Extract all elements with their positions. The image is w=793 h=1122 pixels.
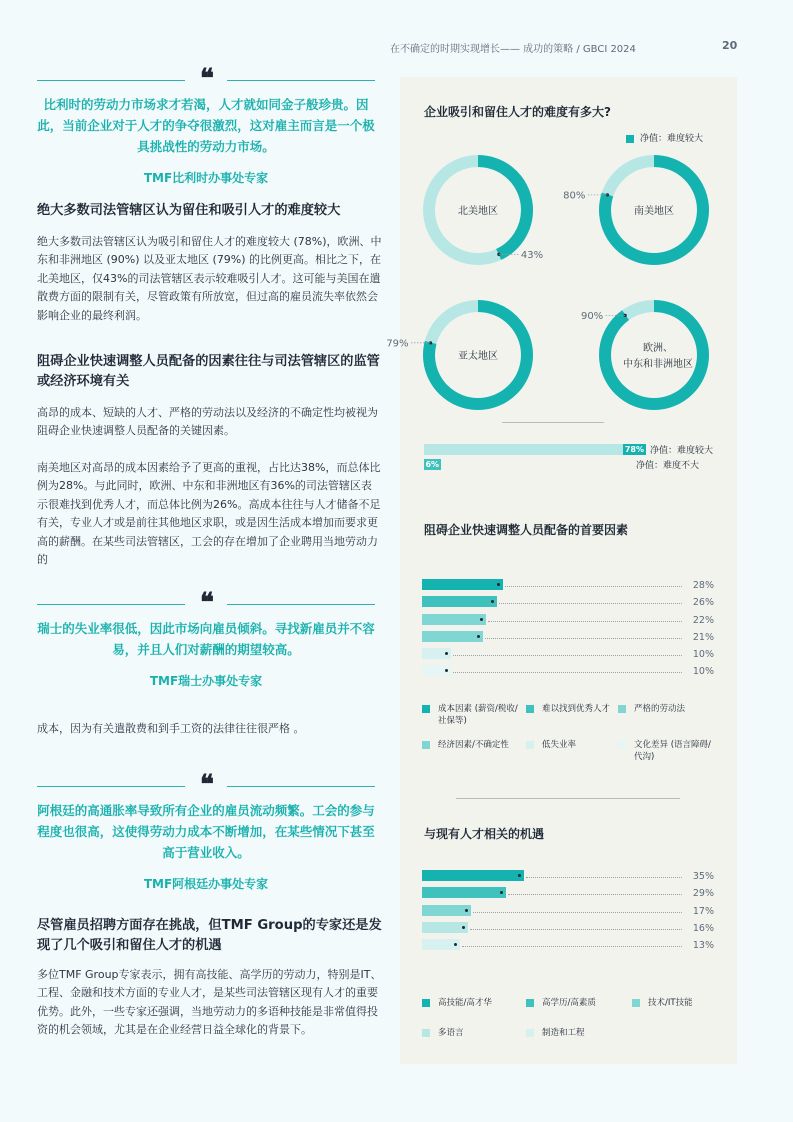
donut-region-label: 欧洲、 [643,343,673,354]
running-header: 在不确定的时期实现增长—— 成功的策略 / GBCI 2024 [390,44,636,55]
overall-bar-value: 6% [425,460,440,469]
section-body: 绝大多数司法管辖区认为吸引和留住人才的难度较大 (78%)，欧洲、中东和非洲地区 (90%) 以及亚太地区 (79%) 的比例更高。相比之下，在北美地区，仅43%的司法管辖区表示较难吸引人才。这可能与美国在遣散费方面的限制有关，尽管政策有所放宽，但过高的雇员流失率依然会影响企业的最终利润。 [37,235,382,322]
bar-leader [473,912,682,913]
bar-row [422,905,722,922]
quote-rule [37,64,375,94]
bar-value-label: 17% [692,905,714,917]
opportunities-bar-chart [422,870,722,956]
divider [502,422,604,423]
divider [456,798,680,799]
page-number: 20 [722,39,738,52]
bar-leader [526,877,683,878]
bar [422,905,471,916]
bar-value-label: 13% [692,940,714,952]
section-body: 南美地区对高昂的成本因素给予了更高的重视，占比达38%，而总体比例为28%。与此同时，欧洲、中东和非洲地区有36%的司法管辖区表示很难找到优秀人才，而总体比例为26%。高成本往往与人才储备不足有关，专业人才或是前往其他地区求职，或是因生活成本增加而要求更高的薪酬。在某些司法管辖区，工会的存在增加了企业聘用当地劳动力的 [37,461,381,567]
legend-label: 文化差异 (语言障碍/代沟) [634,740,711,762]
section-body: 多位TMF Group专家表示，拥有高技能、高学历的劳动力，特别是IT、工程、金融和技术方面的专业人才，是某些司法管辖区现有人才的重要优势。此外，一些专家还强调，当地劳动力的多语种技能是非常值得投资的机会领域，尤其是在企业经营日益全球化的背景下。 [37,968,382,1037]
divider [37,604,185,605]
section-heading: 尽管雇员招聘方面存在挑战，但TMF Group的专家还是发现了几个吸引和留住人才的机遇 [37,918,382,953]
overall-bar-value: 78% [624,445,644,454]
bar [422,579,503,590]
bar-leader [470,929,682,930]
bar [422,870,524,881]
bar-leader [488,621,682,622]
quote-belgium [37,64,375,186]
chart-title: 阻碍企业快速调整人员配备的首要因素 [424,523,629,537]
divider [227,80,375,81]
quote-icon: ❝ [200,770,214,800]
quote-text: 瑞士的失业率很低，因此市场向雇员倾斜。寻找新雇员并不容易，并且人们对薪酬的期望较高。 [37,621,375,657]
bar-value-label: 10% [692,649,714,661]
bar-row [422,870,722,887]
donut-arc [605,306,703,404]
legend-label: 高学历/高素质 [542,998,596,1008]
legend-label: 多语言 [438,1028,464,1038]
overall-bar-label: 净值：难度不大 [636,461,700,471]
donut-value-label: 43% [520,249,544,261]
bar-row [422,922,722,939]
legend-swatch [526,705,534,713]
bar-value-label: 21% [692,631,714,643]
donut-value-label: 90% [580,310,604,322]
quote-text: 比利时的劳动力市场求才若渴，人才就如同金子般珍贵。因此，当前企业对于人才的争夺很激烈，这对雇主而言是一个极具挑战性的劳动力市场。 [37,97,375,154]
overall-bar [424,444,646,455]
bar-marker [477,635,480,638]
bar-value-label: 29% [692,888,714,900]
legend-swatch [422,999,430,1007]
divider [227,786,375,787]
quote-argentina [37,770,375,892]
donut-region-label: 亚太地区 [458,351,498,362]
bar-row [422,579,722,596]
overall-bars [424,444,724,474]
legend-swatch [526,1029,534,1037]
donut-region-label: 南美地区 [634,206,674,217]
quote-source: TMF阿根廷办事处专家 [143,877,269,891]
overall-bar-label: 净值：难度较大 [650,446,714,456]
overall-bar-row [424,459,724,470]
bar-row [422,665,722,682]
chart-panel [386,77,737,1064]
legend-swatch [618,705,626,713]
bar-row [422,887,722,904]
legend-swatch [618,741,626,749]
bar-value-label: 22% [692,614,714,626]
bar-leader [508,894,682,895]
bar-leader [485,638,682,639]
donut-region-label: 中东和非洲地区 [623,359,693,370]
donut-0 [429,161,543,261]
bar [422,614,486,625]
legend-label: 严格的劳动法 [634,704,686,714]
donut-3 [581,306,703,404]
legend-label: 难以找到优秀人才 [542,704,611,714]
bar-marker [518,874,521,877]
legend-swatch [526,741,534,749]
section-body: 高昂的成本、短缺的人才、严格的劳动法以及经济的不确定性均被视为阻碍企业快速调整人员配备的关键因素。 [37,406,378,438]
chart-title: 企业吸引和留住人才的难度有多大? [424,105,611,119]
bar-leader [453,672,682,673]
legend-label: 技术/IT技能 [648,998,693,1008]
overall-bar [424,459,441,470]
opportunities-legend [422,997,722,1047]
quote-rule [37,770,375,800]
factors-bar-chart [422,579,722,683]
chart-title: 与现有人才相关的机遇 [424,827,545,841]
donut-region-label: 北美地区 [458,206,498,217]
divider [227,604,375,605]
legend-label: 低失业率 [542,740,577,750]
bar-leader [499,603,682,604]
donut-value-label: 80% [563,190,586,202]
bar-row [422,614,722,631]
bar-value-label: 26% [692,597,714,609]
bar-value-label: 10% [692,666,714,678]
bar [422,887,506,898]
legend-swatch [632,999,640,1007]
legend-label: 成本因素 (薪资/税收/社保等) [438,704,518,726]
legend-label: 净值：难度较大 [640,134,704,144]
section-heading: 绝大多数司法管辖区认为留住和吸引人才的难度较大 [37,203,341,218]
quote-text: 阿根廷的高通胀率导致所有企业的雇员流动频繁。工会的参与程度也很高，这使得劳动力成本不断增加，在某些情况下甚至高于营业收入。 [37,803,375,860]
legend-swatch [422,705,430,713]
donut-1 [563,161,703,259]
legend-label: 经济因素/不确定性 [438,740,509,750]
bar-leader [453,655,682,656]
divider [37,786,185,787]
bar-row [422,648,722,665]
bar-leader [462,946,682,947]
bar-marker [465,909,468,912]
divider [37,80,185,81]
legend-swatch [422,1029,430,1037]
quote-source: TMF瑞士办事处专家 [149,674,263,688]
legend-label: 制造和工程 [542,1028,585,1038]
bar-row [422,631,722,648]
legend-swatch [526,999,534,1007]
quote-switzerland [37,588,375,689]
bar-value-label: 16% [692,922,714,934]
donut-2 [386,306,527,404]
section-body: 成本，因为有关遣散费和到手工资的法律往往很严格 。 [37,722,305,735]
bar [422,596,497,607]
bar-row [422,596,722,613]
bar-leader [505,586,682,587]
donut-value-label: 79% [386,338,409,350]
bar-row [422,939,722,956]
quote-rule [37,588,375,618]
quote-icon: ❝ [200,64,214,94]
bar-marker [454,943,457,946]
factors-legend [422,703,722,763]
bar-marker [480,618,483,621]
bar-value-label: 35% [692,871,714,882]
donut-charts [386,77,737,417]
overall-bar-row [424,444,724,455]
legend-swatch [422,741,430,749]
bar-value-label: 28% [692,580,714,591]
section-heading: 阻碍企业快速调整人员配备的因素往往与司法管辖区的监管或经济环境有关 [37,354,380,389]
legend-label: 高技能/高才华 [438,998,492,1008]
bar [422,631,483,642]
quote-source: TMF比利时办事处专家 [143,171,269,185]
quote-icon: ❝ [200,588,214,618]
